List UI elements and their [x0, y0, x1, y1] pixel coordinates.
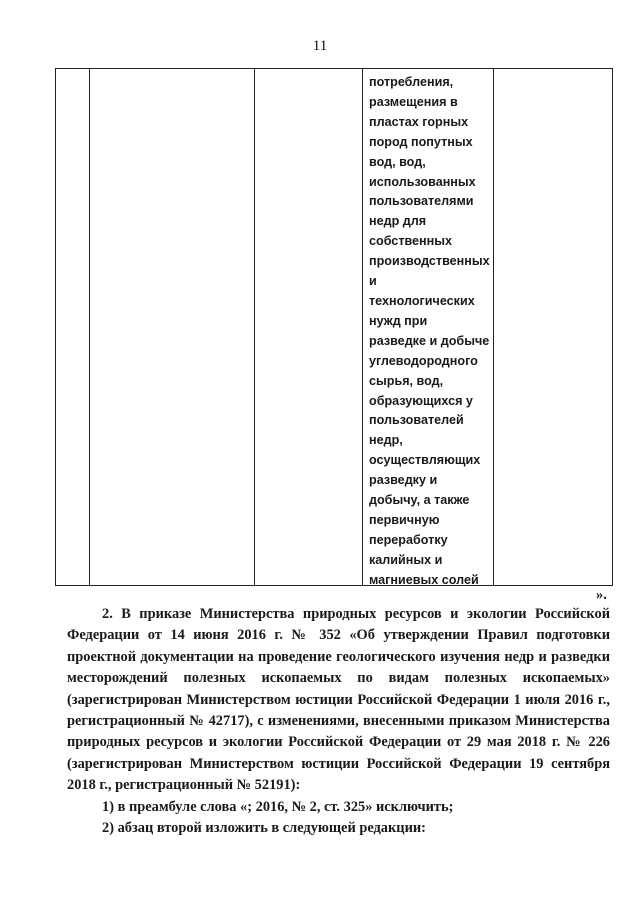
cell-line: и: [369, 274, 377, 289]
table-column-divider-2: [254, 69, 255, 585]
table-column-divider-1: [89, 69, 90, 585]
cell-line: магниевых солей: [369, 572, 479, 587]
cell-line: пород попутных: [369, 134, 473, 149]
table-cell-description: [369, 73, 499, 591]
body-line: 2. В приказе Министерства природных ресурсов и экологии Российской: [102, 606, 610, 622]
list-item: 2) абзац второй изложить в следующей редакции:: [102, 820, 426, 837]
cell-line: собственных: [369, 234, 453, 249]
closing-quote: ».: [596, 587, 607, 603]
cell-line: технологических: [369, 293, 475, 308]
cell-line: потребления,: [369, 75, 454, 89]
cell-line: добычу, а также: [369, 493, 470, 508]
cell-line: углеводородного: [369, 353, 478, 368]
cell-line: пользователями: [369, 194, 474, 209]
cell-line: образующихся у: [369, 393, 473, 408]
cell-line: переработку: [369, 532, 448, 547]
cell-line: пластах горных: [369, 114, 469, 129]
body-line: месторождений полезных ископаемых по видам полезных ископаемых»: [67, 670, 610, 687]
body-line: (зарегистрирован Министерством юстиции Российской Федерации 19 сентября: [67, 755, 610, 772]
cell-line: пользователей: [369, 413, 464, 428]
cell-line: разведке и добыче: [369, 333, 490, 348]
cell-line: недр,: [369, 433, 403, 448]
body-line: (зарегистрирован Министерством юстиции Российской Федерации 1 июля 2016 г.,: [67, 691, 610, 708]
body-line: проектной документации на проведение геологического изучения недр и разведки: [67, 648, 610, 665]
cell-line: разведку и: [369, 473, 438, 488]
cell-line: первичную: [369, 512, 440, 527]
cell-line: нужд при: [369, 313, 428, 328]
document-table: [55, 68, 613, 586]
page-number: 11: [312, 38, 328, 54]
table-column-divider-3: [362, 69, 363, 585]
body-paragraph: [67, 604, 610, 839]
cell-line: производственных: [369, 254, 490, 269]
body-line: природных ресурсов и экологии Российской Федерации от 29 мая 2018 г. № 226: [67, 734, 610, 751]
body-line: регистрационный № 42717), с изменениями, внесенными приказом Министерства: [67, 713, 610, 730]
cell-line: калийных и: [369, 552, 443, 567]
body-line: 2018 г., регистрационный № 52191):: [67, 777, 301, 794]
body-line: Федерации от 14 июня 2016 г. № 352 «Об утверждении Правил подготовки: [67, 627, 610, 644]
cell-line: вод, вод,: [369, 154, 426, 169]
cell-line: использованных: [369, 174, 476, 189]
cell-line: недр для: [369, 214, 427, 229]
cell-line: осуществляющих: [369, 453, 481, 468]
cell-line: сырья, вод,: [369, 373, 444, 388]
list-item: 1) в преамбуле слова «; 2016, № 2, ст. 325» исключить;: [102, 798, 454, 815]
cell-line: размещения в: [369, 94, 458, 109]
